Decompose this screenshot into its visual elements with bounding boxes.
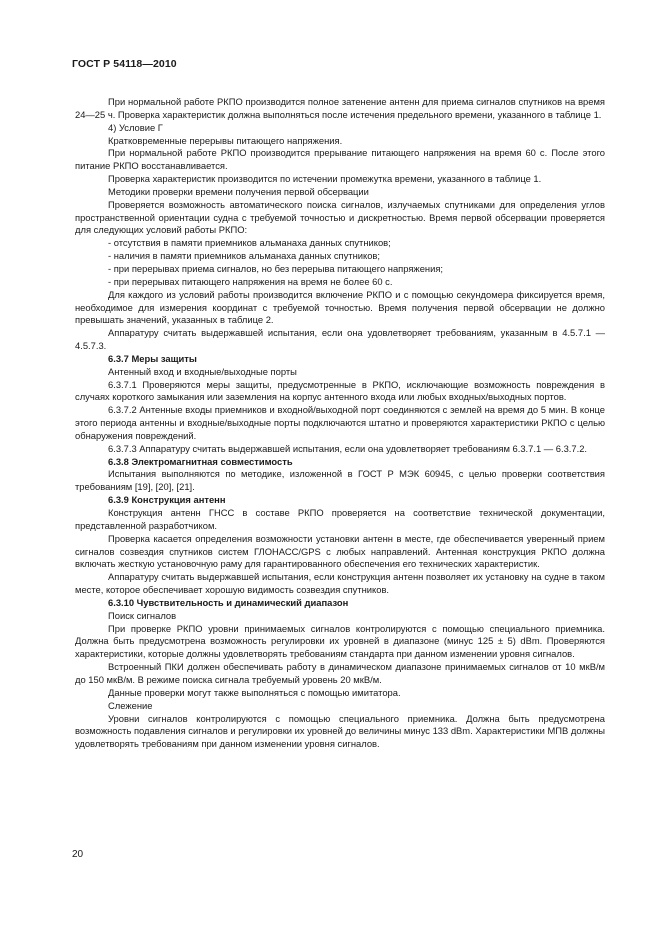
page-number: 20 [72,849,84,860]
paragraph: Кратковременные перерывы питающего напряжения. [108,134,343,146]
paragraph: Проверка касается определения возможности установки антенн в месте, где обеспечивается уверенный прием сигналов созвездия спутников систем ГЛОНАСС/GPS с любых направлений. Антенная конструкция РКПО должна включать жесткую установочную раму для гарантированного обеспечения его технических характеристик. [75,532,605,570]
paragraph: 6.3.7.1 Проверяются меры защиты, предусмотренные в РКПО, исключающие возможность повреждения в случаях короткого замыкания или заземления на корпус антенного входа или любых входных/выходных портов. [75,378,605,403]
document-code-header: ГОСТ Р 54118—2010 [72,58,177,70]
list-item: - отсутствия в памяти приемников альманаха данных спутников; [108,237,391,249]
section-heading-6-3-7: 6.3.7 Меры защиты [108,352,197,364]
paragraph: Слежение [108,699,153,711]
document-body [75,96,605,751]
paragraph: Поиск сигналов [108,609,177,621]
paragraph: Для каждого из условий работы производится включение РКПО и с помощью секундомера фиксируется время, необходимое для измерения координат с требуемой точностью. Время получения первой обсервации не должно превышать значений, указанных в таблице 2. [75,288,605,326]
paragraph: 6.3.7.3 Аппаратуру считать выдержавшей испытания, если она удовлетворяет требованиям 6.3.7.1 — 6.3.7.2. [108,442,588,454]
section-heading-6-3-8: 6.3.8 Электромагнитная совместимость [108,455,293,467]
paragraph: Испытания выполняются по методике, изложенной в ГОСТ Р МЭК 60945, с целью проверки соответствия требованиям [19], [20], [21]. [75,468,605,493]
paragraph: 4) Условие Г [108,121,163,133]
list-item: - наличия в памяти приемников альманаха данных спутников; [108,250,381,262]
paragraph: Антенный вход и входные/выходные порты [108,365,297,377]
list-item: - при перерывах приема сигналов, но без перерыва питающего напряжения; [108,262,443,274]
paragraph: При проверке РКПО уровни принимаемых сигналов контролируются с помощью специального приемника. Должна быть предусмотрена возможность регулировки их уровней в диапазоне (минус 125 ± 5) dBm. Проверяются характеристики, которые должны удовлетворять требованиям стандарта при данном изменении уровня сигналов. [75,622,605,660]
paragraph: Встроенный ПКИ должен обеспечивать работу в динамическом диапазоне принимаемых сигналов от 10 мкВ/м до 150 мкВ/м. В режиме поиска сигнала требуемый уровень 20 мкВ/м. [75,661,605,685]
paragraph: Проверка характеристик производится по истечении промежутка времени, указанного в таблице 1. [108,173,542,185]
paragraph: При нормальной работе РКПО производится полное затенение антенн для приема сигналов спутников на время 24—25 ч. Проверка характеристик должна выполняться после истечения предельного времени, указанного в таблице 1. [75,96,605,120]
section-heading-6-3-10: 6.3.10 Чувствительность и динамический диапазон [108,596,349,608]
paragraph: Аппаратуру считать выдержавшей испытания, если конструкция антенн позволяет их установку на судне в таком месте, которое обеспечивает хорошую видимость созвездия спутников. [75,571,605,596]
paragraph: Конструкция антенн ГНСС в составе РКПО проверяется на соответствие технической документации, представленной разработчиком. [75,507,605,531]
list-item: - при перерывах питающего напряжения на время не более 60 с. [108,275,393,287]
paragraph: Проверяется возможность автоматического поиска сигналов, излучаемых спутниками для определения углов пространственной ориентации судна с требуемой точностью и дискретностью. Время первой обсервации проверяется для следующих условий работы РКПО: [75,198,605,236]
paragraph: Аппаратуру считать выдержавшей испытания, если она удовлетворяет требованиям, указанным в 4.5.7.1 — 4.5.7.3. [75,327,605,352]
paragraph: 6.3.7.2 Антенные входы приемников и входной/выходной порт соединяются с землей на время до 5 мин. В конце этого периода антенны и входные/выходные порты подключаются штатно и проверяются характеристики РКПО с целью обнаружения повреждений. [75,404,605,441]
paragraph: При нормальной работе РКПО производится прерывание питающего напряжения на время 60 с. После этого питание РКПО восстанавливается. [75,147,605,172]
paragraph: Методики проверки времени получения первой обсервации [108,185,369,197]
paragraph: Данные проверки могут также выполняться с помощью имитатора. [108,686,401,698]
paragraph: Уровни сигналов контролируются с помощью специального приемника. Должна быть предусмотрена возможность подавления сигналов и регулировки их уровней до величины минус 133 dBm. Характеристики МПВ должны удовлетворять требованиям при данном изменении уровня сигналов. [75,712,605,750]
section-heading-6-3-9: 6.3.9 Конструкция антенн [108,494,226,506]
